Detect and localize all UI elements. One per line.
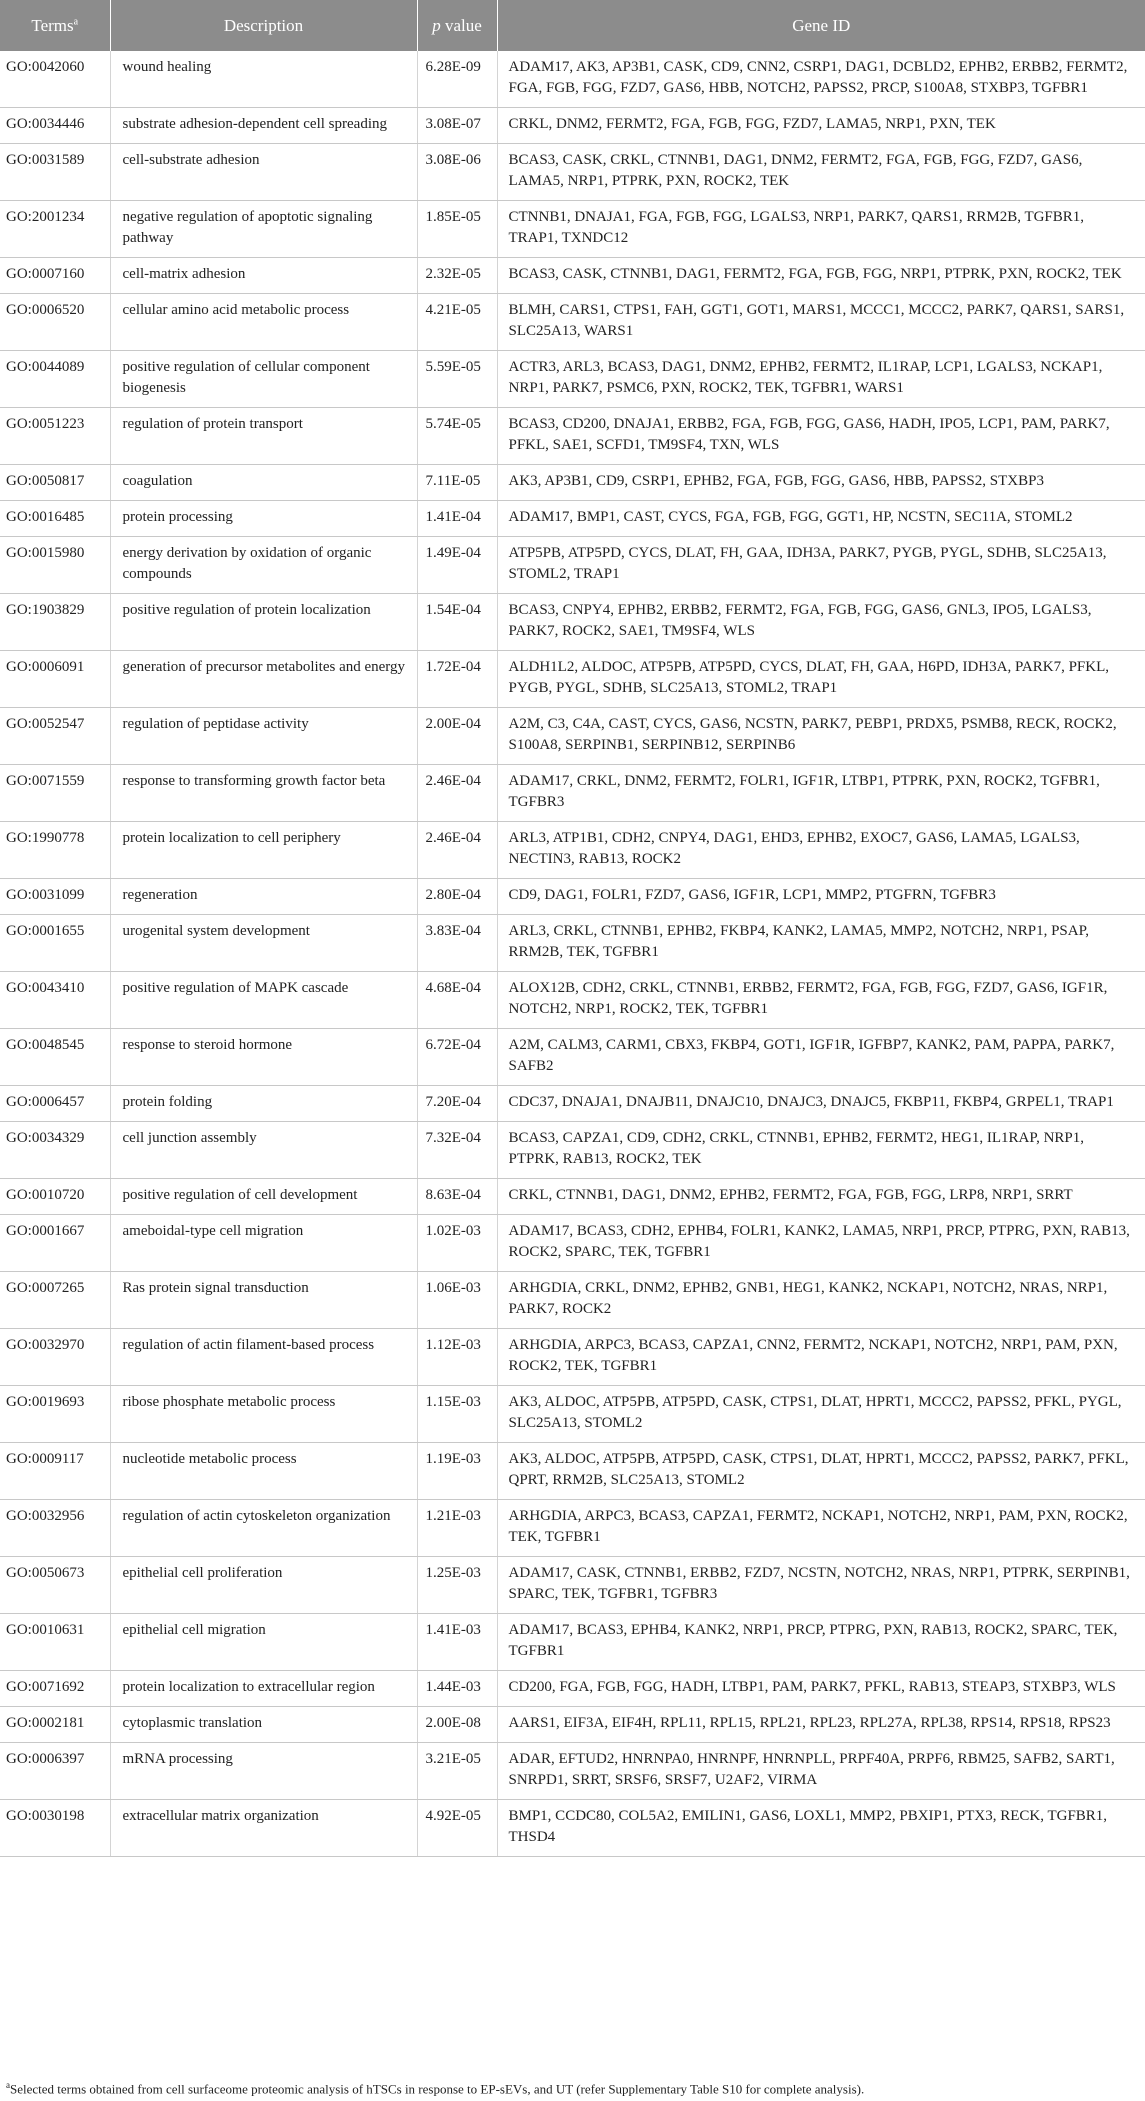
p-value: 1.21E-03 (417, 1500, 497, 1557)
go-description: coagulation (110, 465, 417, 501)
go-description: Ras protein signal transduction (110, 1272, 417, 1329)
p-value: 1.25E-03 (417, 1557, 497, 1614)
p-value: 1.85E-05 (417, 201, 497, 258)
go-term-id: GO:0032956 (0, 1500, 110, 1557)
go-description: ribose phosphate metabolic process (110, 1386, 417, 1443)
table-row (0, 1500, 1145, 1557)
go-description: urogenital system development (110, 915, 417, 972)
gene-id-list: ALDH1L2, ALDOC, ATP5PB, ATP5PD, CYCS, DLAT, FH, GAA, H6PD, IDH3A, PARK7, PFKL, PYGB, PYGL, SDHB, SLC25A13, STOML2, TRAP1 (497, 651, 1145, 708)
go-term-id: GO:0001655 (0, 915, 110, 972)
gene-id-list: ARHGDIA, ARPC3, BCAS3, CAPZA1, FERMT2, NCKAP1, NOTCH2, NRP1, PAM, PXN, ROCK2, TEK, TGFBR1 (497, 1500, 1145, 1557)
table-row (0, 1122, 1145, 1179)
table-row (0, 879, 1145, 915)
go-term-id: GO:0015980 (0, 537, 110, 594)
table-row (0, 1215, 1145, 1272)
table-row (0, 972, 1145, 1029)
go-term-id: GO:0010720 (0, 1179, 110, 1215)
go-description: response to steroid hormone (110, 1029, 417, 1086)
p-value: 7.32E-04 (417, 1122, 497, 1179)
table-row (0, 201, 1145, 258)
table-row (0, 651, 1145, 708)
go-description: regulation of actin cytoskeleton organization (110, 1500, 417, 1557)
p-value: 6.72E-04 (417, 1029, 497, 1086)
go-description: wound healing (110, 51, 417, 108)
p-value: 1.12E-03 (417, 1329, 497, 1386)
p-value: 1.02E-03 (417, 1215, 497, 1272)
go-description: protein localization to cell periphery (110, 822, 417, 879)
go-term-id: GO:0051223 (0, 408, 110, 465)
p-value: 1.44E-03 (417, 1671, 497, 1707)
go-term-id: GO:0043410 (0, 972, 110, 1029)
gene-id-list: A2M, C3, C4A, CAST, CYCS, GAS6, NCSTN, PARK7, PEBP1, PRDX5, PSMB8, RECK, ROCK2, S100A8, SERPINB1, SERPINB12, SERPINB6 (497, 708, 1145, 765)
gene-id-list: CDC37, DNAJA1, DNAJB11, DNAJC10, DNAJC3, DNAJC5, FKBP11, FKBP4, GRPEL1, TRAP1 (497, 1086, 1145, 1122)
header-pvalue (417, 0, 497, 51)
go-term-id: GO:0019693 (0, 1386, 110, 1443)
p-value: 7.20E-04 (417, 1086, 497, 1122)
go-term-id: GO:0044089 (0, 351, 110, 408)
go-term-id: GO:0052547 (0, 708, 110, 765)
p-value: 2.00E-08 (417, 1707, 497, 1743)
go-term-id: GO:0071692 (0, 1671, 110, 1707)
go-term-id: GO:0050817 (0, 465, 110, 501)
table-row (0, 51, 1145, 108)
gene-id-list: BCAS3, CASK, CRKL, CTNNB1, DAG1, DNM2, FERMT2, FGA, FGB, FGG, FZD7, GAS6, LAMA5, NRP1, PTPRK, PXN, ROCK2, TEK (497, 144, 1145, 201)
go-term-id: GO:0007160 (0, 258, 110, 294)
go-term-id: GO:0010631 (0, 1614, 110, 1671)
gene-id-list: CRKL, DNM2, FERMT2, FGA, FGB, FGG, FZD7, LAMA5, NRP1, PXN, TEK (497, 108, 1145, 144)
go-description: epithelial cell proliferation (110, 1557, 417, 1614)
go-description: epithelial cell migration (110, 1614, 417, 1671)
gene-id-list: BCAS3, CNPY4, EPHB2, ERBB2, FERMT2, FGA, FGB, FGG, GAS6, GNL3, IPO5, LGALS3, PARK7, ROCK2, SAE1, TM9SF4, WLS (497, 594, 1145, 651)
go-description: response to transforming growth factor beta (110, 765, 417, 822)
p-value: 1.49E-04 (417, 537, 497, 594)
go-description: ameboidal-type cell migration (110, 1215, 417, 1272)
p-value: 4.92E-05 (417, 1800, 497, 1857)
table-row (0, 108, 1145, 144)
table-header (0, 0, 1145, 51)
go-term-id: GO:2001234 (0, 201, 110, 258)
gene-id-list: ADAM17, AK3, AP3B1, CASK, CD9, CNN2, CSRP1, DAG1, DCBLD2, EPHB2, ERBB2, FERMT2, FGA, FGB, FGG, FZD7, GAS6, HBB, NOTCH2, PAPSS2, PRCP, S100A8, STXBP3, TGFBR1 (497, 51, 1145, 108)
p-value: 1.15E-03 (417, 1386, 497, 1443)
gene-id-list: ARL3, CRKL, CTNNB1, EPHB2, FKBP4, KANK2, LAMA5, MMP2, NOTCH2, NRP1, PSAP, RRM2B, TEK, TGFBR1 (497, 915, 1145, 972)
go-description: regulation of protein transport (110, 408, 417, 465)
gene-id-list: BCAS3, CD200, DNAJA1, ERBB2, FGA, FGB, FGG, GAS6, HADH, IPO5, LCP1, PAM, PARK7, PFKL, SAE1, SCFD1, TM9SF4, TXN, WLS (497, 408, 1145, 465)
footnote-text: Selected terms obtained from cell surfaceome proteomic analysis of hTSCs in response to EP-sEVs, and UT (refer Supplementary Table S10 for complete analysis). (10, 2081, 865, 2097)
table-row (0, 351, 1145, 408)
header-description: Description (110, 0, 417, 51)
table-row (0, 1386, 1145, 1443)
p-value: 1.41E-04 (417, 501, 497, 537)
p-value: 6.28E-09 (417, 51, 497, 108)
go-term-id: GO:0007265 (0, 1272, 110, 1329)
gene-id-list: AK3, ALDOC, ATP5PB, ATP5PD, CASK, CTPS1, DLAT, HPRT1, MCCC2, PAPSS2, PARK7, PFKL, QPRT, RRM2B, SLC25A13, STOML2 (497, 1443, 1145, 1500)
gene-id-list: BMP1, CCDC80, COL5A2, EMILIN1, GAS6, LOXL1, MMP2, PBXIP1, PTX3, RECK, TGFBR1, THSD4 (497, 1800, 1145, 1857)
go-description: negative regulation of apoptotic signaling pathway (110, 201, 417, 258)
p-value: 5.74E-05 (417, 408, 497, 465)
gene-id-list: AK3, AP3B1, CD9, CSRP1, EPHB2, FGA, FGB, FGG, GAS6, HBB, PAPSS2, STXBP3 (497, 465, 1145, 501)
go-term-id: GO:0009117 (0, 1443, 110, 1500)
go-term-id: GO:1903829 (0, 594, 110, 651)
p-value: 3.83E-04 (417, 915, 497, 972)
p-value: 2.46E-04 (417, 765, 497, 822)
table-row (0, 258, 1145, 294)
gene-id-list: ADAR, EFTUD2, HNRNPA0, HNRNPF, HNRNPLL, PRPF40A, PRPF6, RBM25, SAFB2, SART1, SNRPD1, SRRT, SRSF6, SRSF7, U2AF2, VIRMA (497, 1743, 1145, 1800)
p-value: 5.59E-05 (417, 351, 497, 408)
p-value: 1.72E-04 (417, 651, 497, 708)
gene-id-list: ADAM17, CRKL, DNM2, FERMT2, FOLR1, IGF1R, LTBP1, PTPRK, PXN, ROCK2, TGFBR1, TGFBR3 (497, 765, 1145, 822)
gene-id-list: CD9, DAG1, FOLR1, FZD7, GAS6, IGF1R, LCP1, MMP2, PTGFRN, TGFBR3 (497, 879, 1145, 915)
gene-id-list: A2M, CALM3, CARM1, CBX3, FKBP4, GOT1, IGF1R, IGFBP7, KANK2, PAM, PAPPA, PARK7, SAFB2 (497, 1029, 1145, 1086)
go-term-id: GO:0031589 (0, 144, 110, 201)
table-footnote (6, 2080, 864, 2097)
table-row (0, 1800, 1145, 1857)
go-term-id: GO:0006091 (0, 651, 110, 708)
go-description: nucleotide metabolic process (110, 1443, 417, 1500)
p-value: 4.68E-04 (417, 972, 497, 1029)
gene-id-list: BLMH, CARS1, CTPS1, FAH, GGT1, GOT1, MARS1, MCCC1, MCCC2, PARK7, QARS1, SARS1, SLC25A13, WARS1 (497, 294, 1145, 351)
header-terms (0, 0, 110, 51)
header-terms-label: Terms (31, 16, 74, 35)
go-term-id: GO:1990778 (0, 822, 110, 879)
table-row (0, 594, 1145, 651)
p-value: 3.08E-06 (417, 144, 497, 201)
go-description: mRNA processing (110, 1743, 417, 1800)
p-value: 1.41E-03 (417, 1614, 497, 1671)
table-row (0, 144, 1145, 201)
go-description: positive regulation of cellular component biogenesis (110, 351, 417, 408)
gene-id-list: AK3, ALDOC, ATP5PB, ATP5PD, CASK, CTPS1, DLAT, HPRT1, MCCC2, PAPSS2, PFKL, PYGL, SLC25A13, STOML2 (497, 1386, 1145, 1443)
table-row (0, 1707, 1145, 1743)
header-pvalue-rest: value (440, 16, 482, 35)
go-description: regeneration (110, 879, 417, 915)
gene-id-list: BCAS3, CAPZA1, CD9, CDH2, CRKL, CTNNB1, EPHB2, FERMT2, HEG1, IL1RAP, NRP1, PTPRK, RAB13, ROCK2, TEK (497, 1122, 1145, 1179)
gene-id-list: ADAM17, BCAS3, EPHB4, KANK2, NRP1, PRCP, PTPRG, PXN, RAB13, ROCK2, SPARC, TEK, TGFBR1 (497, 1614, 1145, 1671)
p-value: 8.63E-04 (417, 1179, 497, 1215)
go-term-id: GO:0006457 (0, 1086, 110, 1122)
p-value: 4.21E-05 (417, 294, 497, 351)
go-description: positive regulation of protein localization (110, 594, 417, 651)
table-row (0, 1179, 1145, 1215)
gene-id-list: BCAS3, CASK, CTNNB1, DAG1, FERMT2, FGA, FGB, FGG, NRP1, PTPRK, PXN, ROCK2, TEK (497, 258, 1145, 294)
table-row (0, 537, 1145, 594)
table-row (0, 765, 1145, 822)
go-description: cellular amino acid metabolic process (110, 294, 417, 351)
go-description: positive regulation of MAPK cascade (110, 972, 417, 1029)
go-description: generation of precursor metabolites and energy (110, 651, 417, 708)
gene-id-list: CRKL, CTNNB1, DAG1, DNM2, EPHB2, FERMT2, FGA, FGB, FGG, LRP8, NRP1, SRRT (497, 1179, 1145, 1215)
table-row (0, 501, 1145, 537)
go-term-id: GO:0048545 (0, 1029, 110, 1086)
gene-id-list: ACTR3, ARL3, BCAS3, DAG1, DNM2, EPHB2, FERMT2, IL1RAP, LCP1, LGALS3, NCKAP1, NRP1, PARK7, PSMC6, PXN, ROCK2, TEK, TGFBR1, WARS1 (497, 351, 1145, 408)
table-row (0, 915, 1145, 972)
gene-id-list: ADAM17, BMP1, CAST, CYCS, FGA, FGB, FGG, GGT1, HP, NCSTN, SEC11A, STOML2 (497, 501, 1145, 537)
go-description: protein processing (110, 501, 417, 537)
gene-id-list: ARHGDIA, CRKL, DNM2, EPHB2, GNB1, HEG1, KANK2, NCKAP1, NOTCH2, NRAS, NRP1, PARK7, ROCK2 (497, 1272, 1145, 1329)
go-term-id: GO:0001667 (0, 1215, 110, 1272)
gene-id-list: CTNNB1, DNAJA1, FGA, FGB, FGG, LGALS3, NRP1, PARK7, QARS1, RRM2B, TGFBR1, TRAP1, TXNDC12 (497, 201, 1145, 258)
table-row (0, 408, 1145, 465)
go-term-id: GO:0002181 (0, 1707, 110, 1743)
table-row (0, 1743, 1145, 1800)
header-gene-id: Gene ID (497, 0, 1145, 51)
go-description: protein folding (110, 1086, 417, 1122)
p-value: 1.06E-03 (417, 1272, 497, 1329)
header-terms-footnote-marker: a (73, 16, 79, 28)
table-row (0, 465, 1145, 501)
header-row (0, 0, 1145, 51)
footnote-marker: a (6, 2080, 10, 2090)
gene-id-list: ARHGDIA, ARPC3, BCAS3, CAPZA1, CNN2, FERMT2, NCKAP1, NOTCH2, NRP1, PAM, PXN, ROCK2, TEK, TGFBR1 (497, 1329, 1145, 1386)
go-term-id: GO:0050673 (0, 1557, 110, 1614)
go-description: cell-substrate adhesion (110, 144, 417, 201)
table-row (0, 1557, 1145, 1614)
gene-id-list: ARL3, ATP1B1, CDH2, CNPY4, DAG1, EHD3, EPHB2, EXOC7, GAS6, LAMA5, LGALS3, NECTIN3, RAB13, ROCK2 (497, 822, 1145, 879)
p-value: 3.21E-05 (417, 1743, 497, 1800)
p-value: 7.11E-05 (417, 465, 497, 501)
go-term-id: GO:0016485 (0, 501, 110, 537)
go-description: extracellular matrix organization (110, 1800, 417, 1857)
gene-id-list: CD200, FGA, FGB, FGG, HADH, LTBP1, PAM, PARK7, PFKL, RAB13, STEAP3, STXBP3, WLS (497, 1671, 1145, 1707)
table-row (0, 1614, 1145, 1671)
table-row (0, 708, 1145, 765)
table-row (0, 1029, 1145, 1086)
go-description: protein localization to extracellular region (110, 1671, 417, 1707)
go-description: cell-matrix adhesion (110, 258, 417, 294)
table-row (0, 1329, 1145, 1386)
go-term-id: GO:0006397 (0, 1743, 110, 1800)
go-description: regulation of peptidase activity (110, 708, 417, 765)
go-description: cell junction assembly (110, 1122, 417, 1179)
go-description: regulation of actin filament-based process (110, 1329, 417, 1386)
table-row (0, 294, 1145, 351)
go-term-id: GO:0031099 (0, 879, 110, 915)
gene-id-list: ADAM17, BCAS3, CDH2, EPHB4, FOLR1, KANK2, LAMA5, NRP1, PRCP, PTPRG, PXN, RAB13, ROCK2, SPARC, TEK, TGFBR1 (497, 1215, 1145, 1272)
p-value: 1.19E-03 (417, 1443, 497, 1500)
header-pvalue-p: p (432, 16, 441, 35)
go-description: cytoplasmic translation (110, 1707, 417, 1743)
table-row (0, 822, 1145, 879)
gene-id-list: AARS1, EIF3A, EIF4H, RPL11, RPL15, RPL21, RPL23, RPL27A, RPL38, RPS14, RPS18, RPS23 (497, 1707, 1145, 1743)
go-term-id: GO:0006520 (0, 294, 110, 351)
p-value: 2.46E-04 (417, 822, 497, 879)
gene-id-list: ALOX12B, CDH2, CRKL, CTNNB1, ERBB2, FERMT2, FGA, FGB, FGG, FZD7, GAS6, IGF1R, NOTCH2, NRP1, ROCK2, TEK, TGFBR1 (497, 972, 1145, 1029)
go-term-id: GO:0030198 (0, 1800, 110, 1857)
p-value: 2.32E-05 (417, 258, 497, 294)
table-row (0, 1086, 1145, 1122)
table-row (0, 1272, 1145, 1329)
go-term-id: GO:0034329 (0, 1122, 110, 1179)
go-term-id: GO:0032970 (0, 1329, 110, 1386)
go-term-id: GO:0034446 (0, 108, 110, 144)
go-description: positive regulation of cell development (110, 1179, 417, 1215)
table-row (0, 1671, 1145, 1707)
go-term-id: GO:0071559 (0, 765, 110, 822)
p-value: 1.54E-04 (417, 594, 497, 651)
go-description: energy derivation by oxidation of organic compounds (110, 537, 417, 594)
gene-id-list: ATP5PB, ATP5PD, CYCS, DLAT, FH, GAA, IDH3A, PARK7, PYGB, PYGL, SDHB, SLC25A13, STOML2, TRAP1 (497, 537, 1145, 594)
p-value: 2.80E-04 (417, 879, 497, 915)
table-row (0, 1443, 1145, 1500)
table-body (0, 51, 1145, 1857)
go-term-id: GO:0042060 (0, 51, 110, 108)
go-description: substrate adhesion-dependent cell spreading (110, 108, 417, 144)
p-value: 2.00E-04 (417, 708, 497, 765)
gene-id-list: ADAM17, CASK, CTNNB1, ERBB2, FZD7, NCSTN, NOTCH2, NRAS, NRP1, PTPRK, SERPINB1, SPARC, TEK, TGFBR1, TGFBR3 (497, 1557, 1145, 1614)
p-value: 3.08E-07 (417, 108, 497, 144)
